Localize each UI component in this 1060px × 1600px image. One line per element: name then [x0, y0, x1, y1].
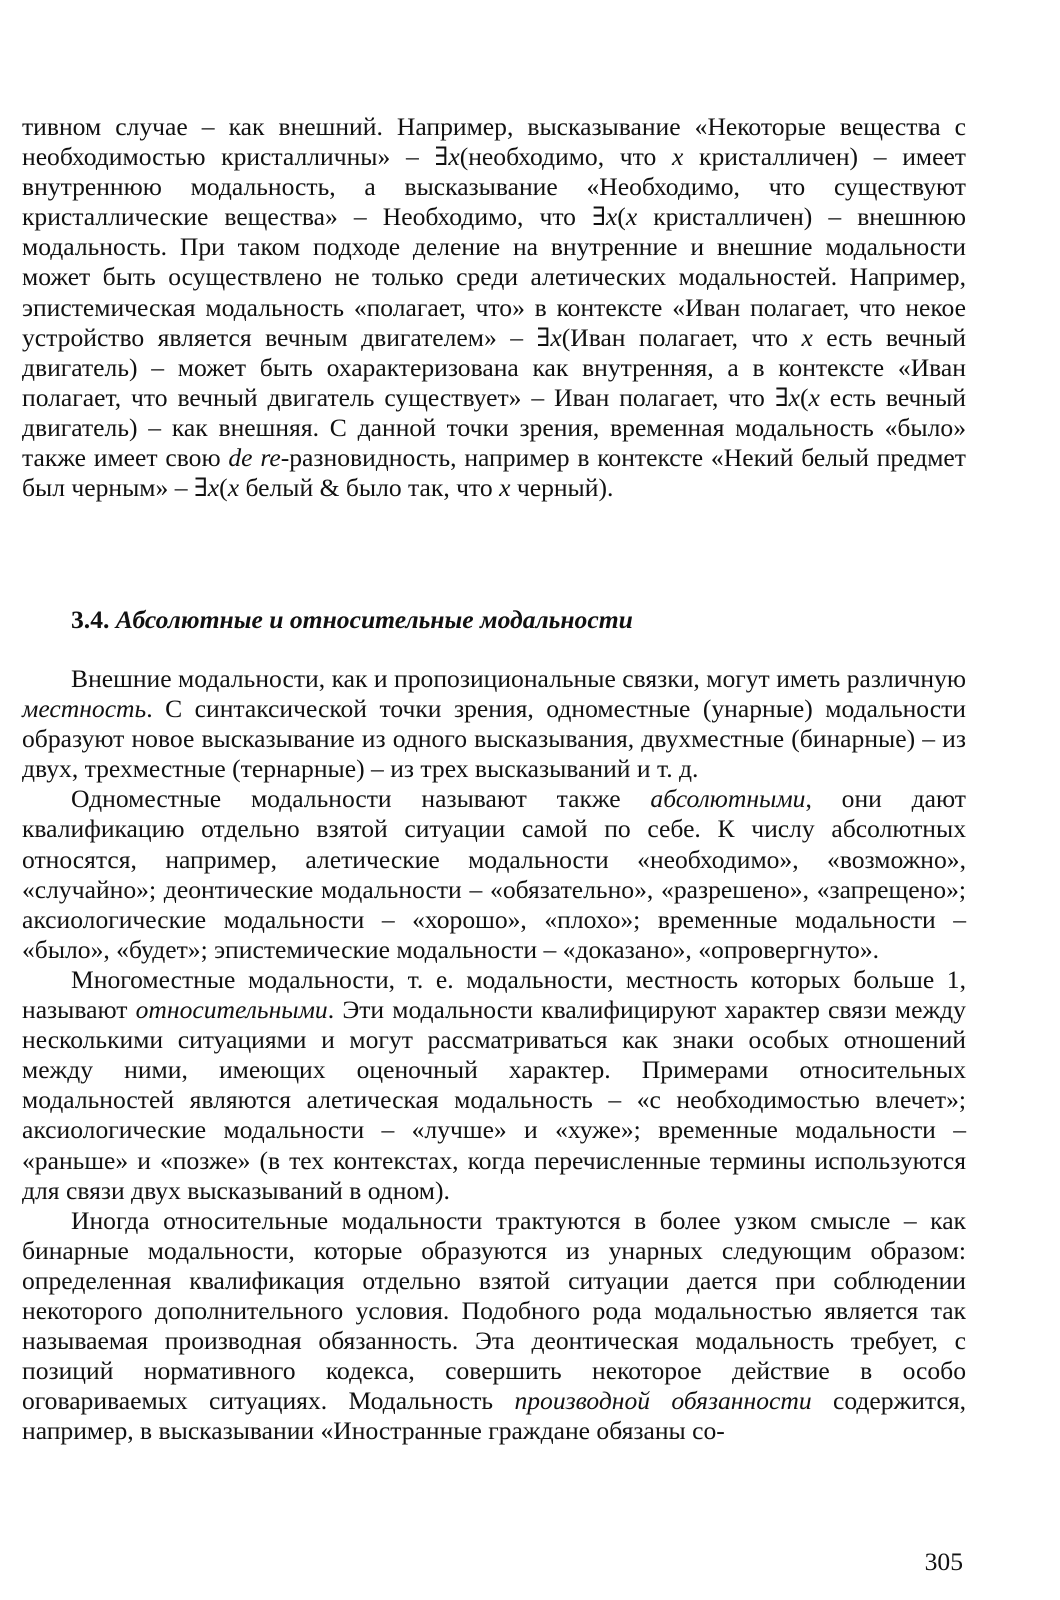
body-paragraph	[22, 1206, 966, 1447]
text-run: есть вечный двигатель) – как внешняя. С данной точки зрения, временная модальность «было» также имеет свою	[22, 382, 967, 473]
text-run: Внешние модальности, как и пропозициональные связки, могут иметь различную	[71, 664, 966, 693]
text-run: (	[617, 202, 626, 232]
text-run: черный).	[510, 473, 614, 503]
continued-paragraph-block	[22, 112, 966, 503]
italic-text: x	[625, 202, 638, 232]
text-run: . С синтаксической точки зрения, одноместные (унарные) модальности образуют новое высказывание из одного высказывания, двухместные (бинарные) – из двух, трехместные (тернарные) – из трех высказываний и т. д.	[22, 694, 966, 784]
text-run: Многоместные модальности, т. е. модальности, местность которых больше 1, называют	[22, 964, 966, 1025]
italic-text: x	[448, 142, 460, 172]
italic-text: x	[207, 473, 220, 503]
italic-text: x	[788, 382, 800, 412]
text-run: (необходимо, что	[459, 142, 672, 172]
italic-text: местность	[22, 694, 147, 724]
italic-text: de re	[228, 443, 281, 473]
text-run: Иногда относительные модальности трактуются в более узком смысле – как бинарные модальности, которые образуются из унарных следующим образом: определенная квалификация отдельно взятой ситуации дается при соблюдении некоторого дополнительного условия. Подобного рода модальностью является так называемая производная обязанность. Эта деонтическая модальность требует, с позиций нормативного кодекса, совершить некоторое действие в особо оговариваемых ситуациях. Модальность	[22, 1205, 966, 1416]
text-run: есть вечный двигатель) – может быть охарактеризована как внутренняя, а в контексте «Иван полагает, что вечный двигатель существует» – Иван полагает, что ∃	[22, 322, 966, 412]
italic-text: производной обязанности	[514, 1386, 812, 1416]
section-body	[22, 664, 966, 1446]
italic-text: x	[227, 473, 240, 503]
italic-text: x	[671, 142, 684, 172]
text-run: кристалличен) – внешнюю модальность. При таком подходе деление на внутренние и внешние модальности может быть осуществлено не только среди алетических модальностей. Например, эпистемическая модальность «полагает, что» в контексте «Иван полагает, что некое устройство является вечным двигателем» – ∃	[22, 202, 966, 352]
body-paragraph	[22, 965, 966, 1206]
text-run: , они дают квалификацию отдельно взятой ситуации самой по себе. К числу абсолютных относятся, например, алетические модальности «необходимо», «возможно», «случайно»; деонтические модальности – «обязательно», «разрешено», «запрещено»; аксиологические модальности – «хорошо», «плохо»; временные модальности – «было», «будет»; эпистемические модальности – «доказано», «опровергнуто».	[22, 784, 966, 964]
text-run: (	[219, 473, 228, 503]
italic-text: абсолютными	[650, 784, 806, 814]
body-paragraph	[22, 664, 966, 784]
italic-text: x	[808, 382, 820, 412]
continued-paragraph	[22, 112, 966, 503]
page-number: 305	[924, 1547, 963, 1576]
section-heading	[71, 605, 633, 635]
text-run: . Эти модальности квалифицируют характер связи между несколькими ситуациями и могут рассматриваться как знаки особых отношений между ними, имеющих оценочный характер. Примерами относительных модальностей являются алетическая модальность – «с необходимостью влечет»; аксиологические модальности – «лучше» и «хуже»; временные модальности – «раньше» и «позже» (в тех контекстах, когда перечисленные термины используются для связи двух высказываний в одном).	[22, 995, 966, 1205]
italic-text: относительными	[135, 995, 328, 1025]
text-run: кристалличен) – имеет внутреннюю модальность, а высказывание «Необходимо, что существуют кристаллические вещества» – Необходимо, что ∃	[22, 142, 966, 232]
italic-text: x	[801, 322, 813, 352]
italic-text: x	[499, 473, 511, 503]
text-run: содержится, например, в высказывании «Иностранные граждане обязаны со-	[22, 1386, 966, 1446]
italic-text: x	[550, 322, 562, 352]
text-run: Одноместные модальности называют также	[71, 784, 651, 814]
text-run: (Иван полагает, что	[561, 322, 802, 352]
text-run: (	[799, 382, 809, 412]
text-run: тивном случае – как внешний. Например, высказывание «Некоторые вещества с необходимостью кристалличны» – ∃	[22, 112, 966, 172]
body-paragraph	[22, 784, 966, 965]
italic-text: x	[605, 202, 618, 232]
section-number: 3.4.	[71, 605, 110, 634]
text-run: белый & было так, что	[239, 473, 500, 503]
section-title: Абсолютные и относительные модальности	[115, 605, 633, 634]
text-run: -разновидность, например в контексте «Некий белый предмет был черным» – ∃	[22, 443, 966, 503]
